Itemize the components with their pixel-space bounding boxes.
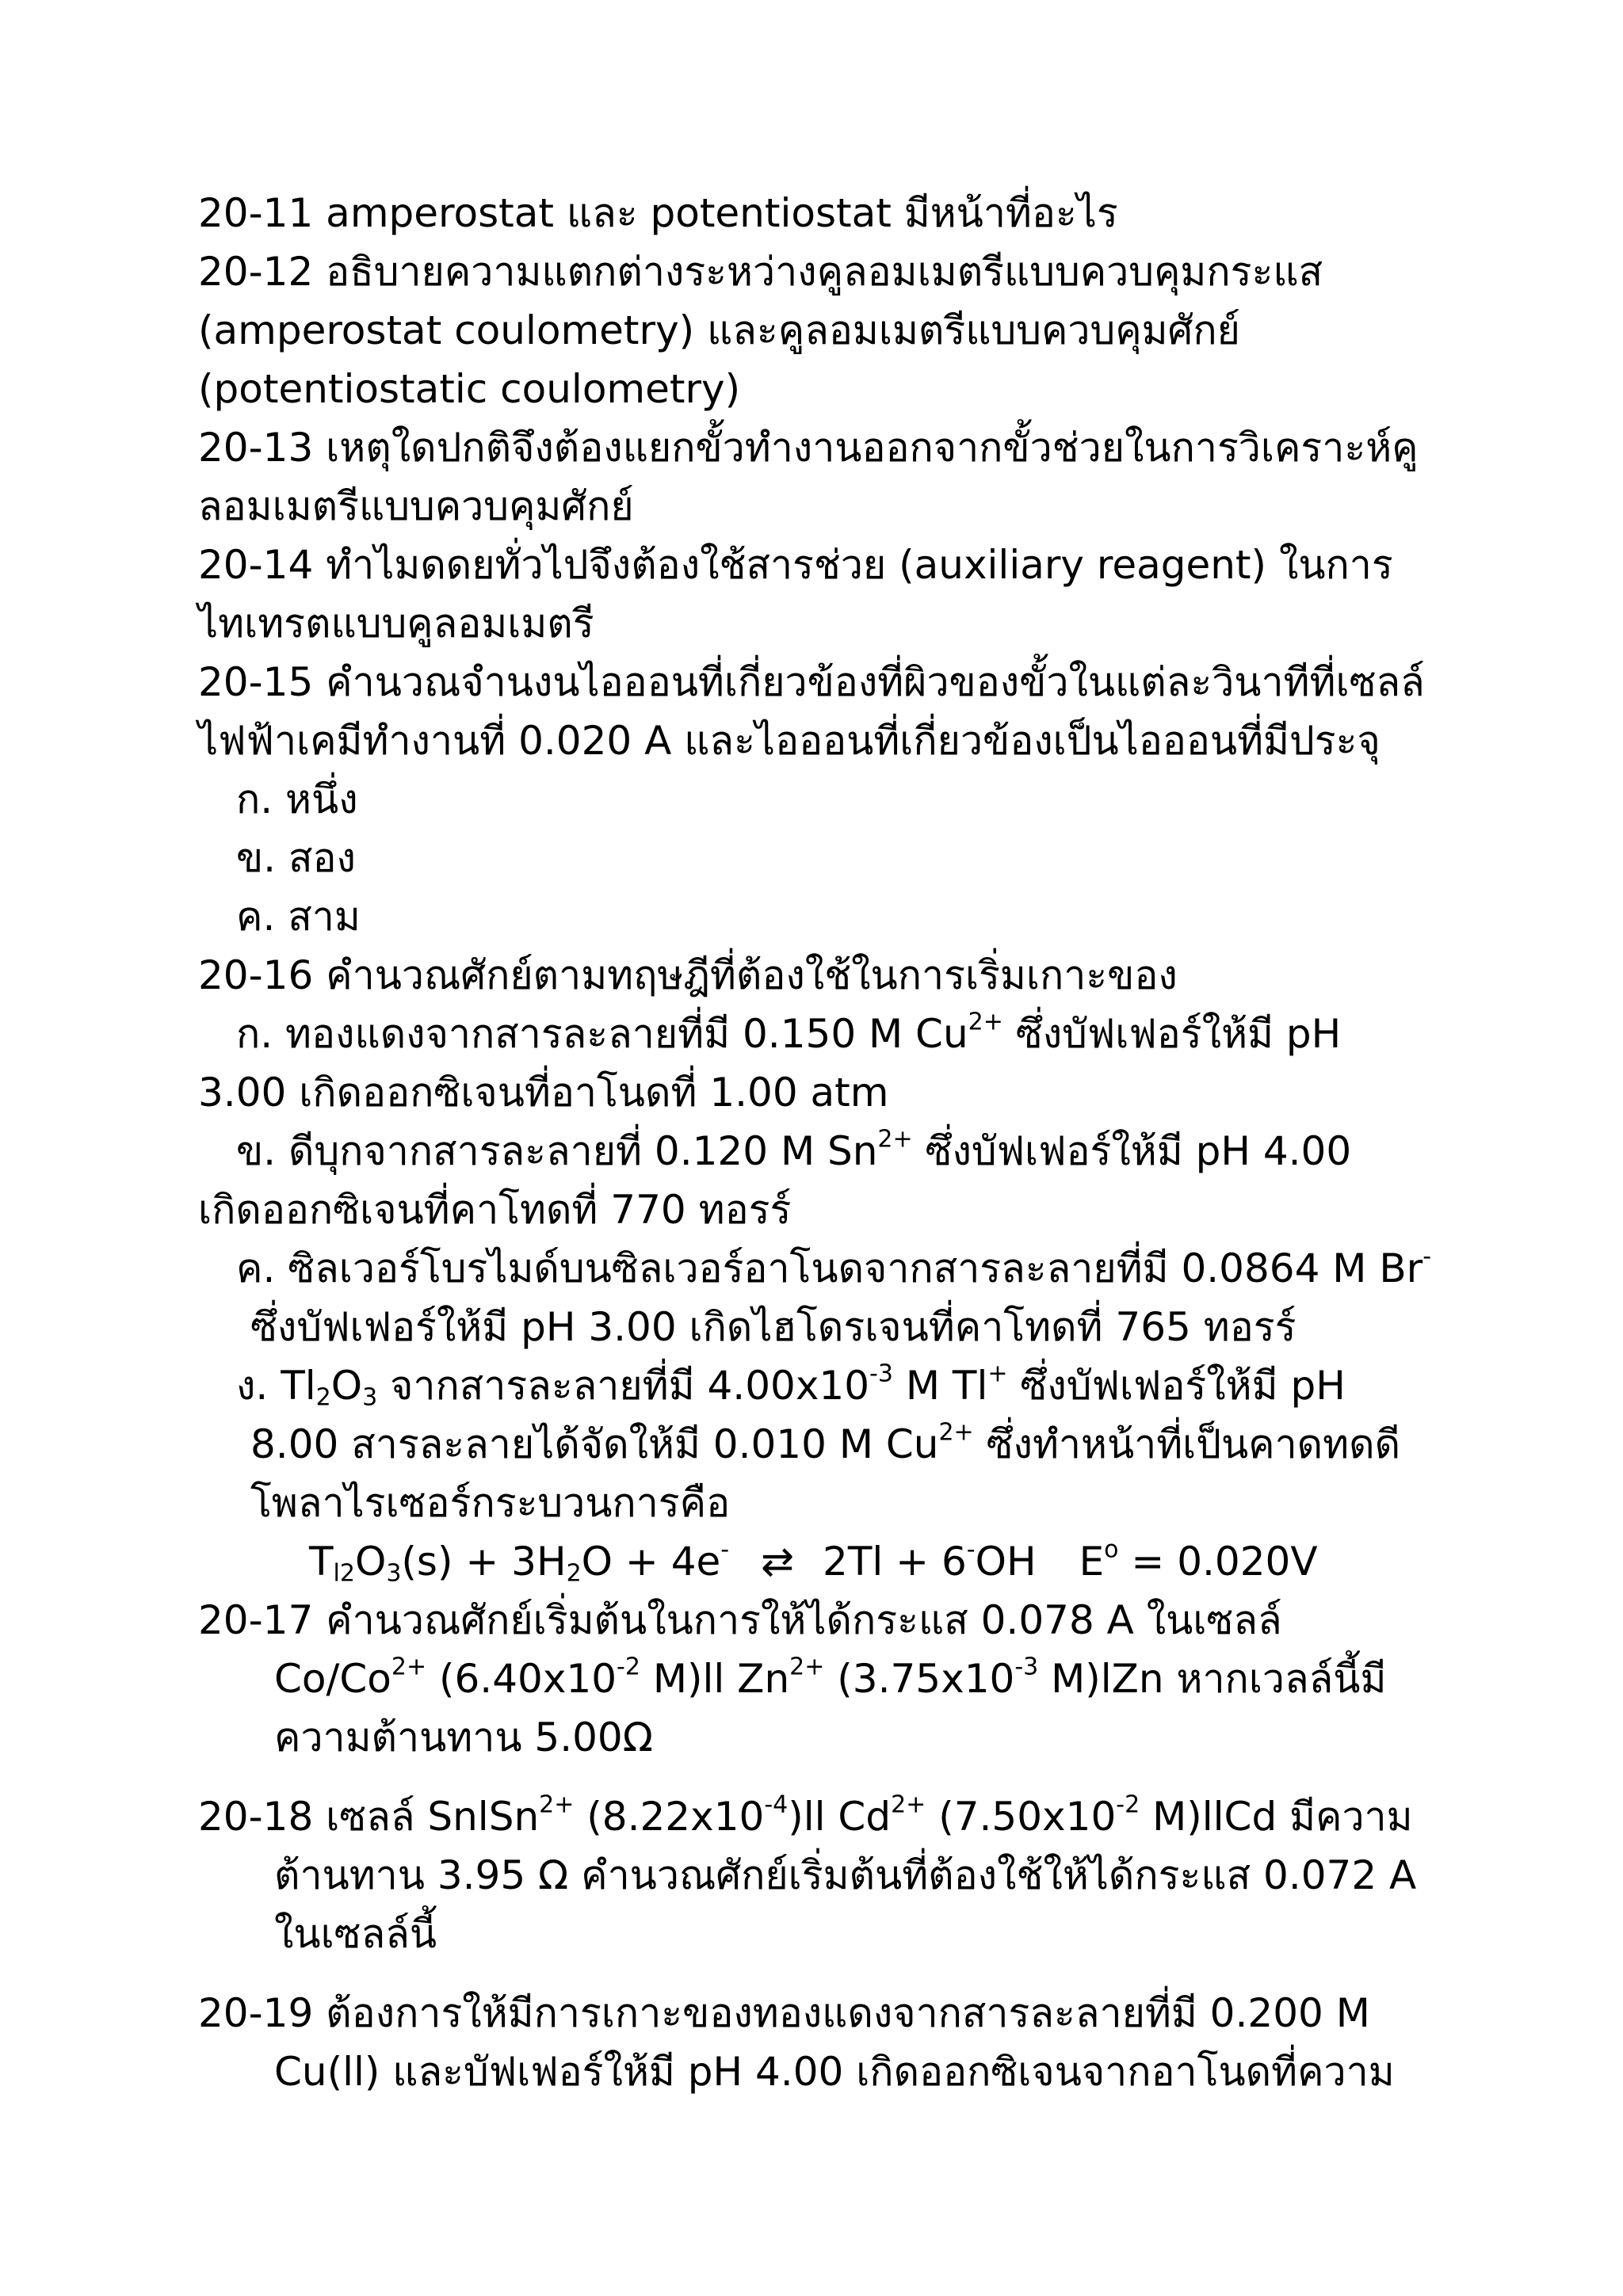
question-20-15-option-a: ก. หนึ่ง [236, 776, 358, 822]
question-20-16-part-d: ง. $Tl_2O_3$ จากสารละลายที่มี $4.00x10^{-3}$ M Tl+ ซึ่งบัฟเฟอร์ให้มี pH [236, 1360, 1346, 1412]
question-20-16-part-d-cont: โพลาไรเซอร์กระบวนการคือ [250, 1480, 731, 1526]
question-20-18: 20-18 เซลล์ SnlSn$^{2+}$ $(8.22x10^{-4})ll$ $Cd^{2+}$ ($7.50x10^{-2}$ M)llCd มีความ [198, 1791, 1413, 1840]
question-20-16-part-a: ก. ทองแดงจากสารละลายที่มี 0.150 M $Cu^{2+}$ ซึ่งบัฟเฟอร์ให้มี pH [236, 1008, 1342, 1057]
question-20-12: 20-12 อธิบายความแตกต่างระหว่างคูลอมเมตรีแบบควบคุมกระแส [198, 249, 1323, 295]
question-20-11: 20-11 amperostat และ potentiostat มีหน้าที่อะไร [198, 190, 1118, 236]
question-20-16-part-a-cont: 3.00 เกิดออกซิเจนที่อาโนดที่ 1.00 atm [198, 1070, 889, 1116]
exercise-list [198, 184, 1498, 2101]
question-20-18-cont: ต้านทาน 3.95 Ω คำนวณศักย์เริ่มต้นที่ต้องใช้ให้ได้กระแส 0.072 A [274, 1852, 1417, 1898]
question-20-16-part-d-cont: 8.00 สารละลายได้จัดให้มี 0.010 M $Cu^{2+}$ ซึ่งทำหน้าที่เป็นคาดทดดี [250, 1418, 1401, 1467]
question-20-16: 20-16 คำนวณศักย์ตามทฤษฎีที่ต้องใช้ในการเริ่มเกาะของ [198, 952, 1178, 998]
question-20-12-cont: (potentiostatic coulometry) [198, 366, 741, 412]
equilibrium-arrow-icon: ⇄ [761, 1539, 795, 1585]
question-20-19-cont: Cu(ll) และบัฟเฟอร์ให้มี pH 4.00 เกิดออกซิเจนจากอาโนดที่ความ [274, 2049, 1395, 2095]
question-20-14-cont: ไทเทรตแบบคูลอมเมตรี [198, 601, 594, 646]
reaction-equation: $T_{l2}O_3(s) + 3H_2O + 4e^-$ ⇄ 2Tl + 6-OH $E^o = 0.020V$ [309, 1535, 1318, 1588]
question-20-17-cont: ความต้านทาน 5.00Ω [274, 1714, 653, 1760]
question-20-16-part-b-cont: เกิดออกซิเจนที่คาโทดที่ 770 ทอรร์ [198, 1187, 792, 1233]
question-20-14: 20-14 ทำไมดดยทั่วไปจึงต้องใช้สารช่วย (auxiliary reagent) ในการ [198, 542, 1393, 588]
question-20-19: 20-19 ต้องการให้มีการเกาะของทองแดงจากสารละลายที่มี 0.200 M [198, 1990, 1370, 2036]
question-20-15-cont: ไฟฟ้าเคมีทำงานที่ 0.020 A และไอออนที่เกี่ยวข้องเป็นไอออนที่มีประจุ [198, 718, 1381, 764]
question-20-16-part-c: ค. ซิลเวอร์โบรไมด์บนซิลเวอร์อาโนดจากสารละลายที่มี 0.0864 M Br- [236, 1242, 1432, 1291]
question-20-15-option-c: ค. สาม [236, 894, 361, 940]
question-20-16-part-b: ข. ดีบุกจากสารละลายที่ 0.120 M $Sn^{2+}$ ซึ่งบัฟเฟอร์ให้มี pH 4.00 [236, 1125, 1352, 1174]
question-20-17: 20-17 คำนวณศักย์เริ่มต้นในการให้ได้กระแส 0.078 A ในเซลล์ [198, 1597, 1282, 1643]
question-20-15: 20-15 คำนวณจำนงนไอออนที่เกี่ยวข้องที่ผิวของขั้วในแต่ละวินาทีที่เซลล์ [198, 659, 1425, 705]
question-20-12-cont: (amperostat coulometry) และคูลอมเมตรีแบบควบคุมศักย์ [198, 307, 1240, 353]
question-20-15-option-b: ข. สอง [236, 835, 356, 881]
question-20-17-cell: $Co/Co^{2+}$ ($6.40x10^{-2}$ M)ll $Zn^{2+}$ ($3.75x10^{-3}$ M)lZn หากเวลล์นี้มี [274, 1653, 1387, 1702]
question-20-16-part-c-cont: ซึ่งบัฟเฟอร์ให้มี pH 3.00 เกิดไฮโดรเจนที่คาโทดที่ 765 ทอรร์ [250, 1304, 1296, 1350]
question-20-13-cont: ลอมเมตรีแบบควบคุมศักย์ [198, 483, 634, 529]
question-20-18-cont: ในเซลล์นี้ [274, 1911, 437, 1957]
question-20-13: 20-13 เหตุใดปกติจึงต้องแยกขั้วทำงานออกจากขั้วช่วยในการวิเคราะห์คู [198, 425, 1419, 471]
